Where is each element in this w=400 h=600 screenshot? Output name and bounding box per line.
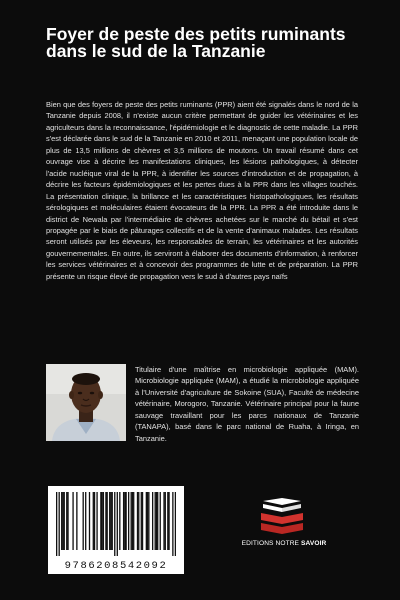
barcode-bar <box>165 492 166 550</box>
barcode-bar <box>83 492 84 550</box>
publisher-name <box>234 540 334 547</box>
barcode-bar <box>168 492 169 550</box>
barcode-bar <box>152 492 153 550</box>
barcode-bar <box>59 492 60 556</box>
barcode-bar <box>110 492 111 550</box>
author-photo <box>46 364 126 441</box>
barcode-bar <box>123 492 124 550</box>
barcode-bar <box>141 492 142 550</box>
barcode-bar <box>163 492 164 550</box>
author-portrait-icon <box>46 364 126 441</box>
barcode-bar <box>119 492 120 550</box>
barcode-bar <box>172 492 173 556</box>
ean13-barcode-icon <box>56 492 176 556</box>
barcode-bar <box>89 492 90 550</box>
barcode-bar <box>72 492 73 550</box>
barcode-bar <box>146 492 147 550</box>
barcode-bar <box>160 492 161 550</box>
barcode-bar <box>131 492 132 550</box>
barcode-bar <box>137 492 138 550</box>
barcode-bar <box>85 492 86 550</box>
stacked-books-logo-icon <box>259 498 305 538</box>
barcode-bar <box>128 492 129 550</box>
barcode-bar <box>125 492 126 550</box>
barcode-bar <box>124 492 125 550</box>
barcode-bar <box>132 492 133 550</box>
barcode-bar <box>67 492 68 550</box>
barcode-bar <box>148 492 149 550</box>
publisher-name-bold: SAVOIR <box>301 540 327 547</box>
barcode-bar <box>156 492 157 550</box>
publisher-logo <box>259 498 305 538</box>
barcode-bar <box>103 492 104 550</box>
barcode-bar <box>93 492 94 550</box>
barcode-bar <box>109 492 110 550</box>
barcode-bar <box>61 492 62 550</box>
barcode-bar <box>147 492 148 550</box>
barcode-bar <box>94 492 95 550</box>
book-title: Foyer de peste des petits ruminants dans le sud de la Tanzanie <box>46 24 346 61</box>
barcode-bar <box>117 492 118 556</box>
barcode-bar <box>142 492 143 550</box>
barcode-bar <box>138 492 139 550</box>
barcode-bar <box>66 492 67 550</box>
barcode-bar <box>155 492 156 550</box>
publisher-name-prefix: EDITIONS NOTRE <box>241 540 301 547</box>
barcode-bar <box>62 492 63 550</box>
barcode-bar <box>175 492 176 556</box>
isbn-number: 9786208542092 <box>64 560 168 572</box>
barcode-bar <box>114 492 115 556</box>
barcode-bar <box>112 492 113 550</box>
barcode-bar <box>101 492 102 550</box>
barcode <box>48 486 184 574</box>
barcode-bar <box>76 492 77 550</box>
barcode-bar <box>56 492 57 556</box>
barcode-bar <box>100 492 101 550</box>
barcode-bar <box>107 492 108 550</box>
barcode-bar <box>105 492 106 550</box>
book-abstract: Bien que des foyers de peste des petits ruminants (PPR) aient été signalés dans le nord de la Tanzanie depuis 2008, il n'existe aucun critère permettant de guider les vétérinaires et les agriculteurs dans la reconnaissance, l'épidémiologie et le diagnostic de cette maladie. La PPR s'est déclarée dans le sud de la Tanzanie en 2010 et 2011, menaçant une population locale de plus de 13,5 millions de chèvres et 3,5 millions de moutons. Un travail résumé dans cet ouvrage vise à décrire les manifestations cliniques, les lésions pathologiques, à détecter l'acide nucléique viral de la PPR, à identifier les sources d'introduction et de propagation, à décrire les facteurs épidémiologiques et les pertes dues à la PPR dans les villages touchés. La présentation clinique, la brillance et les caractéristiques histopathologiques, les résultats sérologiques et moléculaires étaient évocateurs de la PPR. La PPR a été introduite dans le district de Newala par l'intermédiaire de chèvres achetées sur le marché du bétail et s'est propagée par le biais de pâturages collectifs et de la vente d'animaux malades. Les résultats seront utilisés par les éleveurs, les responsables de terrain, les vétérinaires et les autorités gouvernementales. En outre, ils serviront à élaborer des documents d'information, à renforcer les services vétérinaires et à concevoir des programmes de lutte et de préparation. La PPR présente un risque élevé de propagation vers le sud à d'autres pays naïfs <box>46 100 358 281</box>
author-bio: Titulaire d'une maîtrise en microbiologie appliquée (MAM). Microbiologie appliquée (MAM), a étudié la microbiologie appliquée à l'Université d'agriculture de Sokoine (SUA), Faculté de médecine vétérinaire, Morogoro, Tanzanie. Vétérinaire principal pour la faune sauvage travaillant pour les parcs nationaux de Tanzanie (TANAPA), basé dans le parc national de Ruaha, à Iringa, en Tanzanie. <box>135 365 359 443</box>
barcode-bar <box>133 492 134 550</box>
barcode-bar <box>96 492 97 550</box>
barcode-bar <box>157 492 158 550</box>
barcode-bar <box>64 492 65 550</box>
barcode-bar <box>167 492 168 550</box>
